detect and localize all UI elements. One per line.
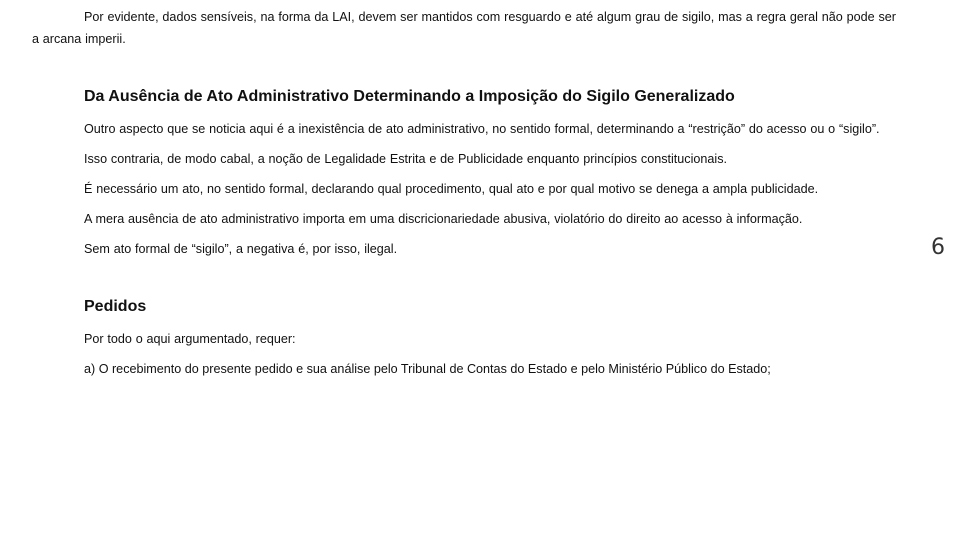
pedidos-intro: Por todo o aqui argumentado, requer: xyxy=(84,332,296,346)
paragraph-discricionariedade: A mera ausência de ato administrativo importa em uma discricionariedade abusiva, violatório do direito ao acesso à informação. xyxy=(84,212,803,226)
intro-paragraph: Por evidente, dados sensíveis, na forma da LAI, devem ser mantidos com resguardo e até algum grau de sigilo, mas a regra geral não pode ser a arcana imperii. xyxy=(32,10,896,46)
paragraph-negativa-ilegal: Sem ato formal de “sigilo”, a negativa é, por isso, ilegal. xyxy=(84,242,398,256)
section-heading-pedidos: Pedidos xyxy=(84,298,147,315)
paragraph-ato-necessario: É necessário um ato, no sentido formal, declarando qual procedimento, qual ato e por qual motivo se denega a ampla publicidade. xyxy=(84,182,819,196)
paragraph-legalidade: Isso contraria, de modo cabal, a noção de Legalidade Estrita e de Publicidade enquanto princípios constitucionais. xyxy=(84,152,727,166)
document-body xyxy=(32,6,896,380)
request-item-a: a) O recebimento do presente pedido e sua análise pelo Tribunal de Contas do Estado e pelo Ministério Público do Estado; xyxy=(84,362,771,376)
paragraph-inexistencia-ato: Outro aspecto que se noticia aqui é a inexistência de ato administrativo, no sentido formal, determinando a “restrição” do acesso ou o “sigilo”. xyxy=(84,122,880,136)
section-heading-sigilo: Da Ausência de Ato Administrativo Determinando a Imposição do Sigilo Generalizado xyxy=(84,88,735,105)
page-number: 6 xyxy=(931,235,945,260)
